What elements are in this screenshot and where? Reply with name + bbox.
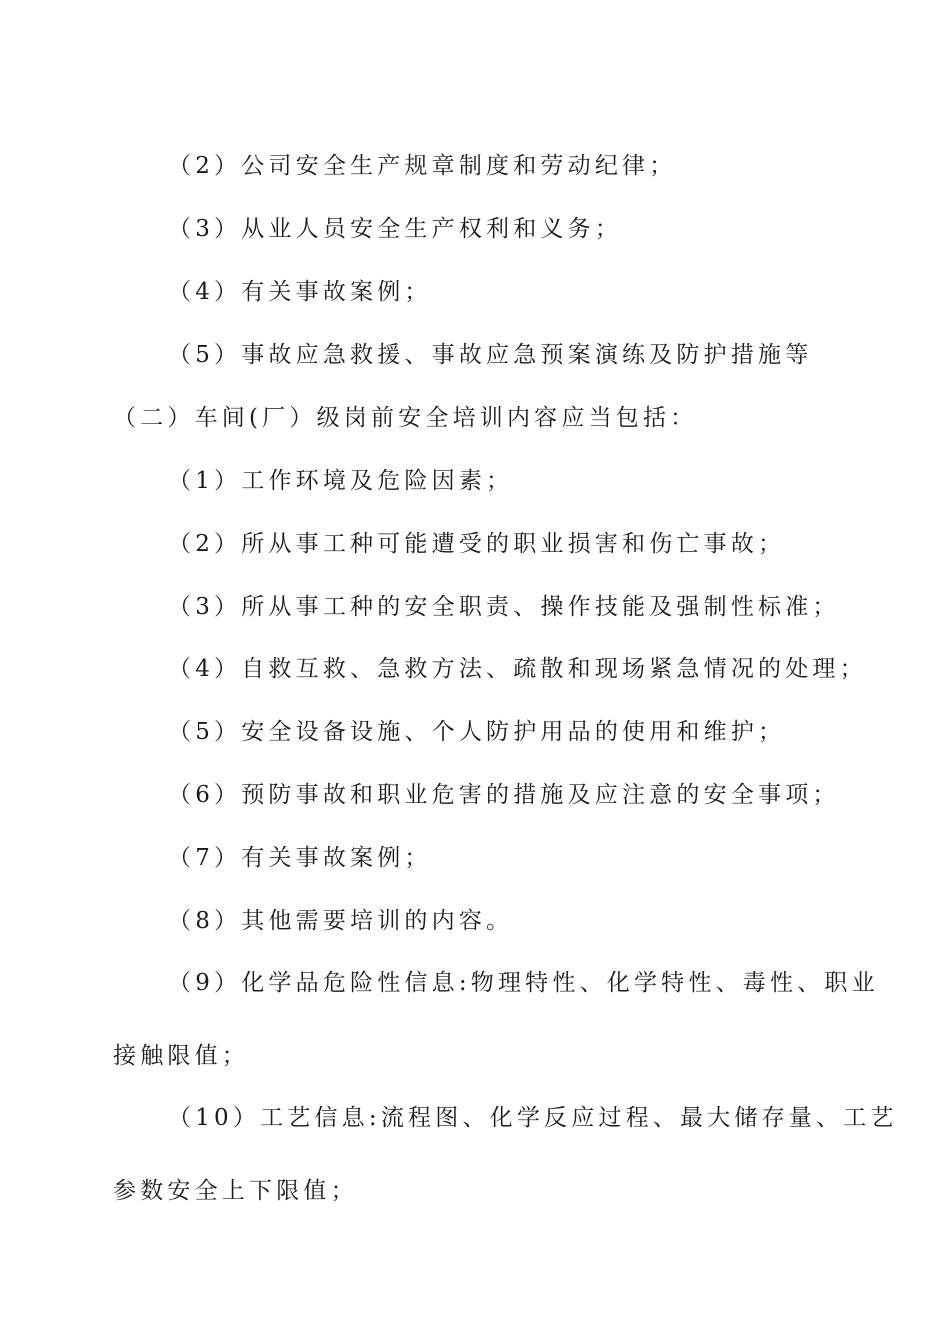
section-heading: （二）车间(厂）级岗前安全培训内容应当包括：	[113, 405, 698, 431]
list-item: （9）化学品危险性信息:物理特性、化学特性、毒性、职业	[168, 970, 879, 996]
list-item: （5）事故应急救援、事故应急预案演练及防护措施等	[168, 342, 813, 368]
list-item: （3）所从事工种的安全职责、操作技能及强制性标准；	[168, 594, 840, 620]
list-item: （5）安全设备设施、个人防护用品的使用和维护；	[168, 719, 786, 745]
list-item: （10）工艺信息:流程图、化学反应过程、最大储存量、工艺	[168, 1105, 898, 1131]
list-item-continuation: 接触限值；	[113, 1043, 249, 1069]
list-item: （8）其他需要培训的内容。	[168, 908, 514, 934]
list-item: （4）有关事故案例；	[168, 279, 432, 305]
list-item: （2）公司安全生产规章制度和劳动纪律；	[168, 153, 677, 179]
list-item: （4）自救互救、急救方法、疏散和现场紧急情况的处理；	[168, 656, 867, 682]
list-item: （6）预防事故和职业危害的措施及应注意的安全事项；	[168, 782, 840, 808]
list-item: （3）从业人员安全生产权利和义务；	[168, 216, 623, 242]
list-item: （2）所从事工种可能遭受的职业损害和伤亡事故；	[168, 531, 786, 557]
list-item: （7）有关事故案例；	[168, 845, 432, 871]
list-item-continuation: 参数安全上下限值；	[113, 1178, 358, 1204]
list-item: （1）工作环境及危险因素；	[168, 468, 514, 494]
